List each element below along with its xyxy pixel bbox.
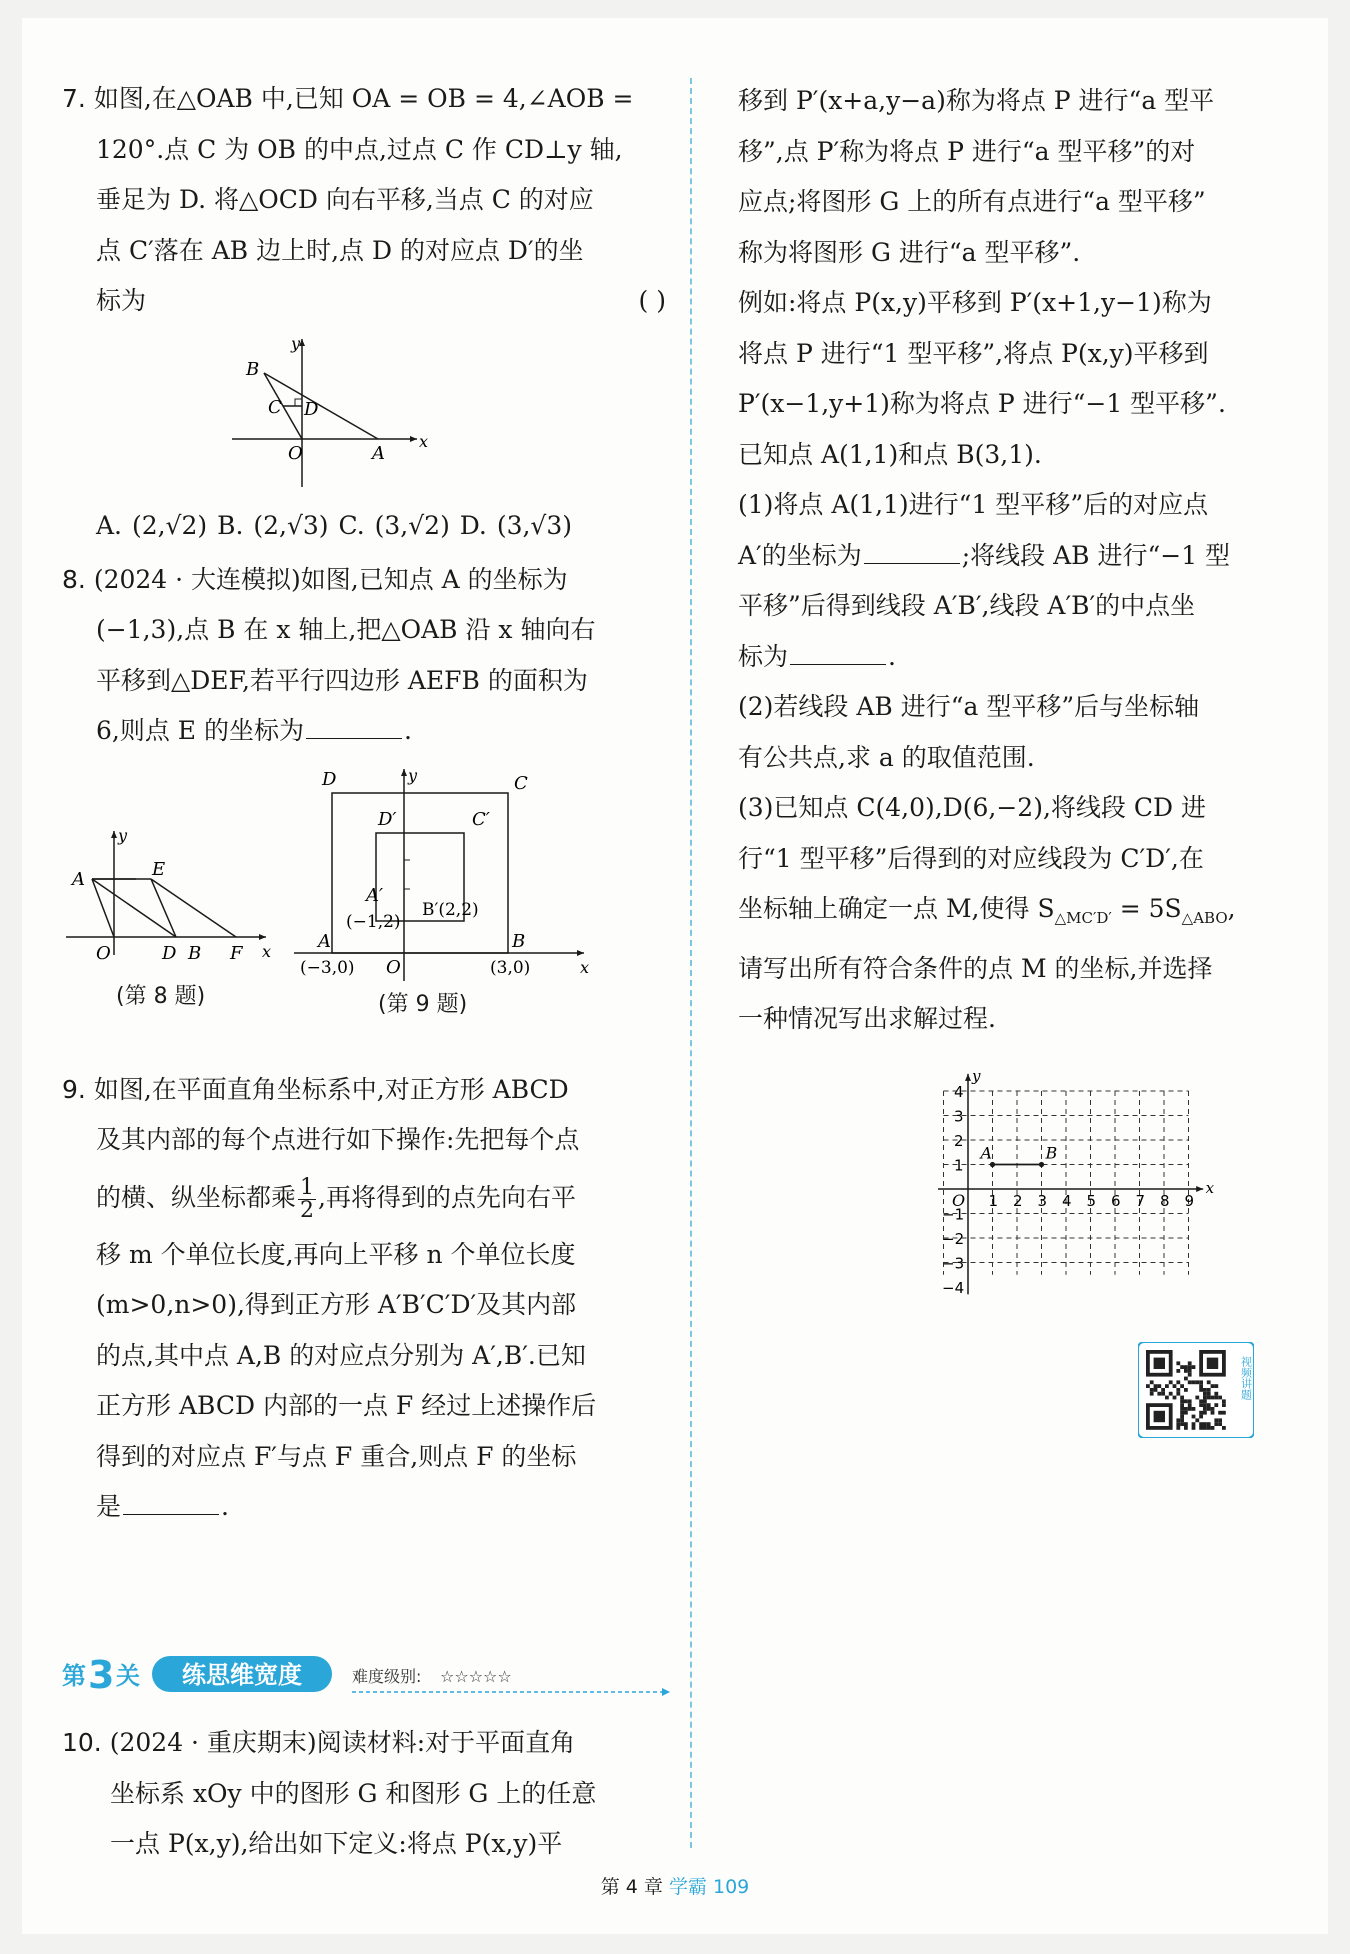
label-x: x bbox=[419, 431, 429, 451]
y-axis-arrow bbox=[401, 769, 407, 776]
label-y: y bbox=[291, 334, 301, 353]
banner-title: 练思维宽度 bbox=[182, 1661, 302, 1689]
qr-module bbox=[1184, 1388, 1188, 1392]
question-9-line: 移 m 个单位长度,再向上平移 n 个单位长度 bbox=[96, 1239, 576, 1269]
question-7-line: 垂足为 D. 将△OCD 向右平移,当点 C 的对应 bbox=[96, 185, 594, 214]
label-C-prime: C′ bbox=[472, 808, 490, 830]
figure-q10-grid bbox=[938, 1061, 1306, 1311]
qr-module bbox=[1211, 1407, 1215, 1411]
qr-module bbox=[1180, 1418, 1184, 1422]
question-8-line: (−1,3),点 B 在 x 轴上,把△OAB 沿 x 轴向右 bbox=[96, 615, 596, 644]
qr-module bbox=[1173, 1396, 1177, 1400]
qr-module bbox=[1150, 1380, 1154, 1384]
qr-module bbox=[1192, 1380, 1196, 1384]
qr-module bbox=[1180, 1415, 1184, 1419]
question-8-line: 平移到△DEF,若平行四边形 AEFB 的面积为 bbox=[96, 665, 588, 695]
y-tick-label: −2 bbox=[942, 1229, 965, 1248]
x-tick-label: 5 bbox=[1086, 1191, 1097, 1210]
question-number: 7. bbox=[62, 84, 86, 113]
subquestion-text: ;将线段 AB 进行“−1 型 bbox=[961, 540, 1231, 570]
subquestion-text: A′的坐标为 bbox=[738, 540, 862, 570]
qr-module bbox=[1199, 1384, 1203, 1388]
qr-module bbox=[1180, 1384, 1184, 1388]
y-tick-label: −1 bbox=[942, 1205, 965, 1223]
qr-module bbox=[1184, 1422, 1188, 1426]
label-O: O bbox=[288, 442, 303, 464]
label-F: F bbox=[230, 942, 243, 964]
qr-label: 视频讲题 bbox=[1239, 1356, 1253, 1400]
qr-module bbox=[1192, 1426, 1196, 1430]
label-A: A bbox=[72, 868, 85, 890]
question-text: (2024 · 重庆期末)阅读材料:对于平面直角 bbox=[109, 1728, 576, 1757]
qr-module bbox=[1188, 1380, 1192, 1384]
qr-module bbox=[1207, 1422, 1211, 1426]
y-tick-label: 1 bbox=[954, 1156, 964, 1174]
banner-pre: 第 bbox=[62, 1662, 86, 1690]
qr-module bbox=[1214, 1384, 1218, 1388]
fraction-one-half bbox=[298, 1174, 316, 1223]
qr-module bbox=[1203, 1407, 1207, 1411]
qr-module bbox=[1211, 1411, 1215, 1415]
qr-module bbox=[1192, 1365, 1196, 1369]
x-tick-label: 7 bbox=[1135, 1191, 1146, 1210]
label-origin-O: O bbox=[952, 1190, 966, 1210]
qr-module bbox=[1207, 1407, 1211, 1411]
fraction-denominator: 2 bbox=[300, 1197, 315, 1223]
punctuation: . bbox=[888, 641, 896, 671]
qr-module bbox=[1207, 1426, 1211, 1430]
qr-module bbox=[1214, 1418, 1218, 1422]
qr-module bbox=[1211, 1396, 1215, 1400]
question-text: 如图,在平面直角坐标系中,对正方形 ABCD bbox=[93, 1074, 569, 1104]
question-text: 如图,在△OAB 中,已知 OA = OB = 4,∠AOB = bbox=[93, 84, 634, 113]
answer-blank bbox=[306, 737, 402, 739]
qr-module bbox=[1184, 1369, 1188, 1373]
question-7 bbox=[62, 74, 674, 125]
label-B: B bbox=[1045, 1143, 1058, 1162]
label-B: B bbox=[188, 942, 202, 964]
qr-module bbox=[1161, 1388, 1165, 1392]
qr-module bbox=[1176, 1388, 1180, 1392]
label-O: O bbox=[96, 942, 111, 964]
qr-module bbox=[1169, 1392, 1173, 1396]
qr-module bbox=[1207, 1388, 1211, 1392]
qr-module bbox=[1176, 1392, 1180, 1396]
qr-module bbox=[1218, 1396, 1222, 1400]
qr-module bbox=[1214, 1392, 1218, 1396]
question-9-line bbox=[62, 1166, 674, 1230]
question-9-line: 得到的对应点 F′与点 F 重合,则点 F 的坐标 bbox=[96, 1441, 577, 1471]
qr-module bbox=[1203, 1403, 1207, 1407]
qr-module bbox=[1188, 1373, 1192, 1377]
qr-module bbox=[1203, 1411, 1207, 1415]
x-axis-arrow bbox=[259, 934, 266, 940]
subquestion-3-line: 行“1 型平移”后得到的对应线段为 C′D′,在 bbox=[738, 843, 1204, 873]
answer-blank bbox=[123, 1513, 219, 1515]
label-x: x bbox=[580, 957, 590, 977]
figure-q7 bbox=[232, 335, 674, 495]
qr-module bbox=[1207, 1392, 1211, 1396]
qr-module bbox=[1199, 1426, 1203, 1430]
question-8-line bbox=[62, 706, 674, 757]
qr-module bbox=[1176, 1369, 1180, 1373]
qr-module bbox=[1192, 1407, 1196, 1411]
label-A-prime: A′ bbox=[366, 884, 384, 906]
label-A: A bbox=[372, 442, 385, 464]
question-text: (2024 · 大连模拟)如图,已知点 A 的坐标为 bbox=[93, 564, 568, 594]
qr-module bbox=[1173, 1384, 1177, 1388]
question-7-line: 120°.点 C 为 OB 的中点,过点 C 作 CD⊥y 轴, bbox=[96, 134, 623, 164]
banner-post: 关 bbox=[116, 1662, 140, 1690]
figure-caption: (第 9 题) bbox=[378, 991, 468, 1017]
label-y: y bbox=[972, 1066, 981, 1085]
y-tick-label: 3 bbox=[954, 1107, 964, 1125]
qr-module bbox=[1169, 1380, 1173, 1384]
subquestion-3-line bbox=[738, 884, 1306, 944]
qr-module bbox=[1150, 1388, 1154, 1392]
figure-q9 bbox=[294, 765, 594, 1018]
fraction-numerator: 1 bbox=[300, 1174, 315, 1200]
qr-module bbox=[1180, 1396, 1184, 1400]
question-10-block bbox=[62, 1718, 674, 1870]
qr-module bbox=[1188, 1399, 1192, 1403]
footer-chapter: 第 4 章 bbox=[600, 1876, 663, 1898]
punctuation: . bbox=[404, 716, 412, 745]
x-tick-label: 9 bbox=[1184, 1191, 1195, 1210]
qr-module bbox=[1199, 1422, 1203, 1426]
qr-module bbox=[1218, 1418, 1222, 1422]
column-divider bbox=[690, 78, 692, 1848]
qr-module bbox=[1154, 1388, 1158, 1392]
footer-brand: 学霸 bbox=[668, 1876, 707, 1898]
qr-module bbox=[1180, 1411, 1184, 1415]
label-B: B bbox=[246, 358, 260, 380]
banner-number: 3 bbox=[88, 1653, 115, 1697]
definition-line: 称为将图形 G 进行“a 型平移”. bbox=[738, 237, 1081, 267]
question-9-line-text: ,再将得到的点先向右平 bbox=[318, 1182, 576, 1212]
question-9-line: (m>0,n>0),得到正方形 A′B′C′D′及其内部 bbox=[96, 1290, 577, 1319]
subquestion-text: 标为 bbox=[738, 641, 789, 671]
qr-module bbox=[1184, 1365, 1188, 1369]
question-9-line: 正方形 ABCD 内部的一点 F 经过上述操作后 bbox=[96, 1391, 597, 1420]
question-7-options: A. (2,√2) B. (2,√3) C. (3,√2) D. (3,√3) bbox=[96, 510, 573, 540]
qr-module bbox=[1180, 1399, 1184, 1403]
qr-module bbox=[1203, 1426, 1207, 1430]
qr-module bbox=[1180, 1403, 1184, 1407]
label-y: y bbox=[118, 825, 128, 845]
banner-arrow bbox=[662, 1688, 670, 1696]
definition-line: 应点;将图形 G 上的所有点进行“a 型平移” bbox=[738, 187, 1206, 216]
question-number: 10. bbox=[62, 1728, 102, 1757]
qr-module bbox=[1207, 1403, 1211, 1407]
figure-q8 bbox=[66, 825, 276, 1010]
question-number: 9. bbox=[62, 1074, 86, 1104]
label-C: C bbox=[268, 396, 282, 418]
qr-module bbox=[1165, 1384, 1169, 1388]
x-tick-label: 3 bbox=[1037, 1191, 1048, 1210]
y-axis-arrow bbox=[111, 831, 117, 838]
qr-module bbox=[1184, 1407, 1188, 1411]
qr-module bbox=[1222, 1399, 1226, 1403]
qr-module bbox=[1195, 1396, 1199, 1400]
question-9-line: 及其内部的每个点进行如下操作:先把每个点 bbox=[96, 1125, 580, 1154]
example-line: P′(x−1,y+1)称为将点 P 进行“−1 型平移”. bbox=[738, 389, 1226, 418]
qr-module bbox=[1192, 1415, 1196, 1419]
x-axis-arrow bbox=[577, 950, 584, 956]
qr-module bbox=[1180, 1407, 1184, 1411]
label-x: x bbox=[262, 941, 272, 961]
qr-module bbox=[1192, 1422, 1196, 1426]
label-A-prime-coords: (−1,2) bbox=[346, 911, 401, 932]
qr-module bbox=[1199, 1399, 1203, 1403]
subquestion-3: (3)已知点 C(4,0),D(6,−2),将线段 CD 进 bbox=[738, 793, 1206, 822]
y-tick-label: 4 bbox=[954, 1082, 964, 1101]
qr-module bbox=[1146, 1384, 1150, 1388]
qr-module bbox=[1218, 1411, 1222, 1415]
qr-module bbox=[1199, 1403, 1203, 1407]
definition-line: 移”,点 P′称为将点 P 进行“a 型平移”的对 bbox=[738, 136, 1196, 166]
question-9-line-text: 是 bbox=[96, 1492, 122, 1521]
qr-module bbox=[1203, 1392, 1207, 1396]
example-line: 将点 P 进行“1 型平移”,将点 P(x,y)平移到 bbox=[738, 338, 1209, 368]
qr-module bbox=[1165, 1396, 1169, 1400]
qr-module bbox=[1222, 1411, 1226, 1415]
x-axis-arrow bbox=[1196, 1186, 1203, 1192]
subquestion-1: (1)将点 A(1,1)进行“1 型平移”后的对应点 bbox=[738, 490, 1209, 519]
qr-module bbox=[1176, 1380, 1180, 1384]
question-9 bbox=[62, 1065, 674, 1116]
subquestion-text: 坐标轴上确定一点 M,使得 S bbox=[738, 894, 1055, 923]
y-tick-label: 2 bbox=[954, 1131, 964, 1150]
y-tick-label: −3 bbox=[942, 1254, 965, 1272]
x-axis-arrow bbox=[410, 436, 417, 442]
qr-module bbox=[1199, 1380, 1203, 1384]
difficulty-stars: ☆☆☆☆☆ bbox=[440, 1667, 512, 1686]
question-10-line: 坐标系 xOy 中的图形 G 和图形 G 上的任意 bbox=[110, 1778, 597, 1808]
qr-module bbox=[1214, 1396, 1218, 1400]
figure-caption: (第 8 题) bbox=[116, 983, 206, 1009]
qr-module bbox=[1218, 1422, 1222, 1426]
qr-module bbox=[1203, 1399, 1207, 1403]
qr-code[interactable] bbox=[1138, 1342, 1254, 1438]
subquestion-3-line: 一种情况写出求解过程. bbox=[738, 1004, 996, 1033]
question-9-line-text: 的横、纵坐标都乘 bbox=[96, 1182, 297, 1212]
x-tick-label: 8 bbox=[1160, 1191, 1170, 1210]
qr-module bbox=[1180, 1422, 1184, 1426]
qr-module bbox=[1180, 1365, 1184, 1369]
subquestion-1-line bbox=[738, 531, 1306, 582]
point-B bbox=[1039, 1161, 1044, 1166]
qr-module bbox=[1157, 1392, 1161, 1396]
qr-module bbox=[1199, 1388, 1203, 1392]
label-B: B bbox=[512, 930, 526, 952]
qr-module bbox=[1150, 1392, 1154, 1396]
qr-module bbox=[1211, 1426, 1215, 1430]
label-y: y bbox=[408, 765, 418, 785]
right-angle-mark bbox=[295, 399, 302, 406]
label-D: D bbox=[304, 398, 319, 420]
qr-module bbox=[1184, 1377, 1188, 1381]
qr-finder bbox=[1154, 1411, 1165, 1422]
qr-module bbox=[1176, 1422, 1180, 1426]
subscript: △ABO bbox=[1181, 909, 1228, 927]
qr-module bbox=[1184, 1399, 1188, 1403]
qr-module bbox=[1157, 1384, 1161, 1388]
punctuation: . bbox=[221, 1492, 229, 1521]
question-7-line: 点 C′落在 AB 边上时,点 D 的对应点 D′的坐 bbox=[96, 235, 584, 265]
qr-module bbox=[1154, 1384, 1158, 1388]
qr-module bbox=[1195, 1380, 1199, 1384]
example-line: 已知点 A(1,1)和点 B(3,1). bbox=[738, 439, 1042, 469]
page bbox=[22, 18, 1328, 1934]
qr-module bbox=[1207, 1380, 1211, 1384]
qr-module bbox=[1188, 1403, 1192, 1407]
question-8 bbox=[62, 555, 674, 606]
label-D: D bbox=[162, 942, 177, 964]
qr-module bbox=[1207, 1396, 1211, 1400]
qr-module bbox=[1203, 1422, 1207, 1426]
question-7-line-text: 标为 bbox=[96, 286, 147, 315]
answer-parentheses: ( ) bbox=[638, 286, 666, 315]
subquestion-2-line: 有公共点,求 a 的取值范围. bbox=[738, 742, 1035, 772]
qr-module bbox=[1176, 1426, 1180, 1430]
question-number: 8. bbox=[62, 564, 86, 594]
left-column bbox=[62, 74, 674, 1533]
qr-module bbox=[1188, 1365, 1192, 1369]
question-9-line bbox=[62, 1482, 674, 1533]
example-line: 例如:将点 P(x,y)平移到 P′(x+1,y−1)称为 bbox=[738, 288, 1212, 317]
qr-module bbox=[1176, 1361, 1180, 1365]
qr-module bbox=[1184, 1411, 1188, 1415]
subquestion-3-line: 请写出所有符合条件的点 M 的坐标,并选择 bbox=[738, 953, 1213, 983]
right-column bbox=[738, 76, 1306, 1311]
label-D: D bbox=[322, 768, 337, 790]
qr-module bbox=[1184, 1426, 1188, 1430]
label-O: O bbox=[386, 956, 401, 978]
qr-module bbox=[1211, 1384, 1215, 1388]
qr-module bbox=[1214, 1422, 1218, 1426]
definition-line: 移到 P′(x+a,y−a)称为将点 P 进行“a 型平 bbox=[738, 86, 1215, 115]
subscript: △MC′D′ bbox=[1054, 909, 1112, 927]
label-E: E bbox=[152, 858, 166, 880]
label-A: A bbox=[980, 1143, 993, 1162]
qr-finder bbox=[1207, 1358, 1218, 1369]
question-8-line-text: 6,则点 E 的坐标为 bbox=[96, 716, 304, 745]
qr-module bbox=[1199, 1411, 1203, 1415]
qr-module bbox=[1188, 1369, 1192, 1373]
punctuation: , bbox=[1227, 894, 1236, 923]
x-tick-label: 1 bbox=[988, 1191, 999, 1210]
qr-module bbox=[1199, 1415, 1203, 1419]
label-A-coords: (−3,0) bbox=[300, 957, 355, 978]
label-D-prime: D′ bbox=[378, 808, 397, 830]
subquestion-1-line: 平移”后得到线段 A′B′,线段 A′B′的中点坐 bbox=[738, 591, 1196, 620]
answer-blank bbox=[790, 663, 886, 665]
qr-finder bbox=[1154, 1358, 1165, 1369]
question-9-line: 的点,其中点 A,B 的对应点分别为 A′,B′.已知 bbox=[96, 1340, 586, 1370]
qr-module bbox=[1195, 1418, 1199, 1422]
qr-module bbox=[1222, 1403, 1226, 1407]
subquestion-2: (2)若线段 AB 进行“a 型平移”后与坐标轴 bbox=[738, 692, 1200, 721]
qr-module bbox=[1188, 1361, 1192, 1365]
page-footer bbox=[22, 1872, 1328, 1899]
figures-row bbox=[62, 765, 674, 1065]
subquestion-1-line bbox=[738, 632, 1306, 683]
label-x: x bbox=[1205, 1178, 1215, 1197]
point-A bbox=[990, 1161, 995, 1166]
segment-AO bbox=[92, 879, 114, 937]
qr-module bbox=[1222, 1426, 1226, 1430]
qr-module bbox=[1176, 1418, 1180, 1422]
question-10-line: 一点 P(x,y),给出如下定义:将点 P(x,y)平 bbox=[110, 1829, 563, 1858]
y-tick-label: −4 bbox=[942, 1278, 965, 1297]
answer-blank bbox=[864, 562, 960, 564]
label-C: C bbox=[514, 772, 528, 794]
qr-module bbox=[1214, 1403, 1218, 1407]
qr-module bbox=[1203, 1388, 1207, 1392]
y-axis-arrow bbox=[965, 1073, 971, 1080]
x-tick-label: 2 bbox=[1013, 1191, 1023, 1210]
difficulty-label: 难度级别: bbox=[352, 1667, 422, 1686]
label-B-prime: B′(2,2) bbox=[422, 899, 479, 920]
x-tick-label: 6 bbox=[1111, 1191, 1121, 1210]
label-B-coords: (3,0) bbox=[490, 957, 531, 978]
qr-module bbox=[1203, 1396, 1207, 1400]
label-A: A bbox=[318, 930, 331, 952]
question-7-line bbox=[62, 276, 674, 327]
footer-page-number: 109 bbox=[713, 1876, 750, 1898]
x-tick-label: 4 bbox=[1062, 1191, 1072, 1210]
qr-module bbox=[1188, 1407, 1192, 1411]
qr-module bbox=[1161, 1392, 1165, 1396]
question-10 bbox=[62, 1718, 674, 1769]
section-banner bbox=[62, 1652, 674, 1698]
subquestion-text: = 5S bbox=[1111, 894, 1182, 923]
